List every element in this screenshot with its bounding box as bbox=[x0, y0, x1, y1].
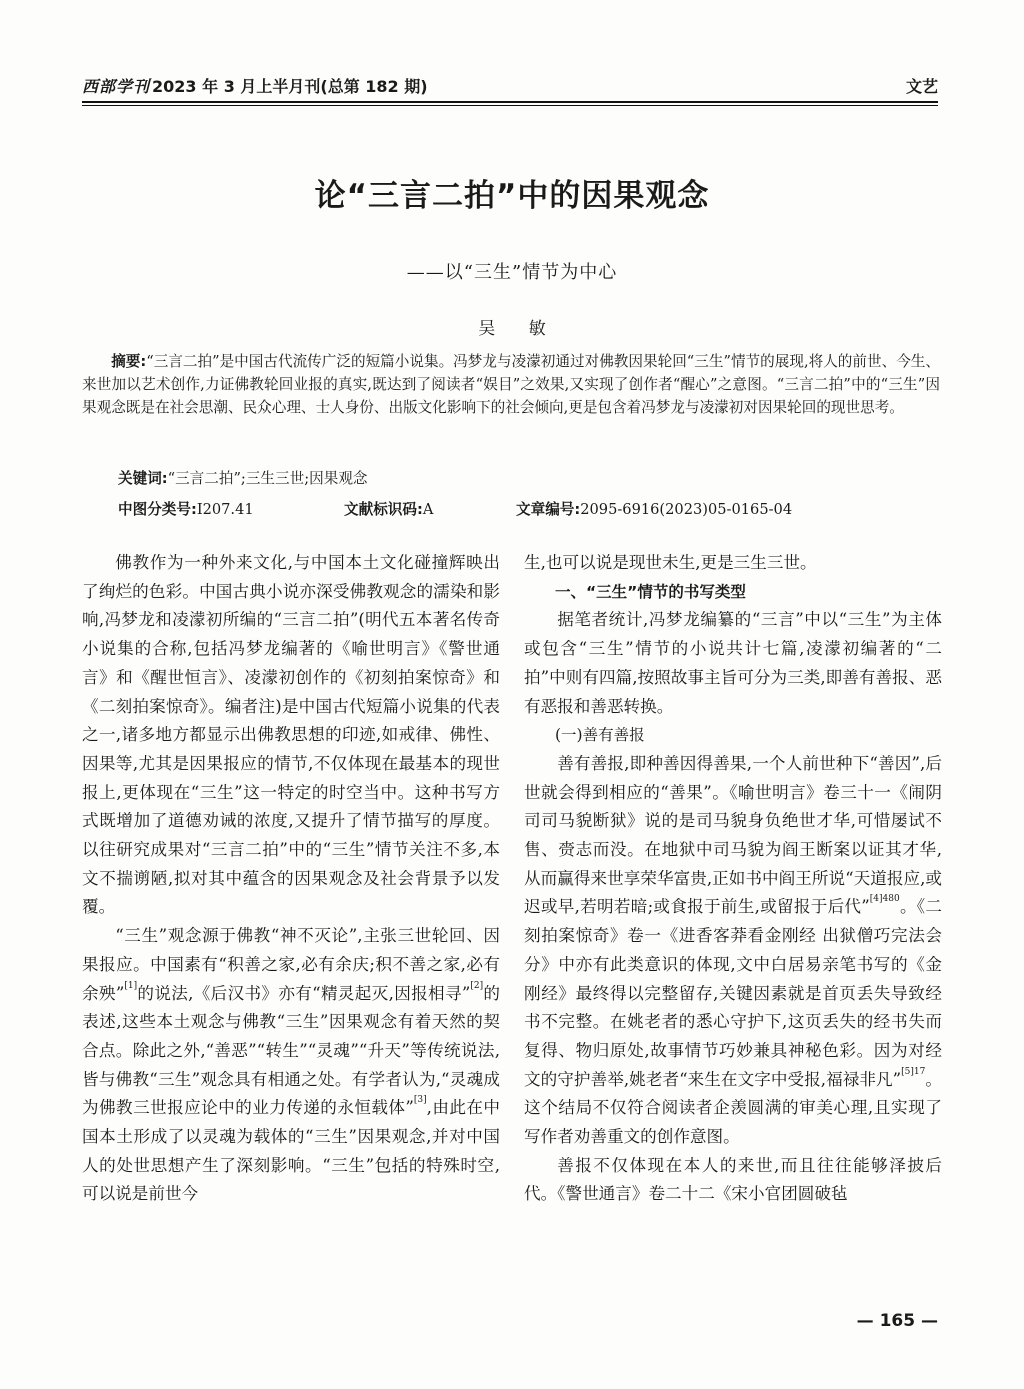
body-paragraph: 据笔者统计,冯梦龙编纂的“三言”中以“三生”为主体或包含“三生”情节的小说共计七篇,凌濛初编著的“二拍”中则有四篇,按照故事主旨可分为三类,即善有善报、恶有恶报和善恶转换。 bbox=[524, 610, 942, 716]
text-run: 。这个结局不仅符合阅读者企羡圆满的审美心理,且实现了写作者劝善重文的创作意图。 bbox=[524, 1069, 943, 1147]
left-column bbox=[82, 549, 500, 1209]
section-heading: 一、“三生”情节的书写类型 bbox=[555, 582, 746, 601]
keywords-label: 关键词: bbox=[118, 470, 168, 487]
keywords bbox=[118, 467, 368, 488]
text-run: ,由此在中国本土形成了以灵魂为载体的“三生”因果观念,并对中国人的处世思想产生了深刻影响。“三生”包括的特殊时空,可以说是前世今 bbox=[82, 1098, 500, 1204]
abstract-text: “三言二拍”是中国古代流传广泛的短篇小说集。冯梦龙与凌濛初通过对佛教因果轮回“三生”情节的展现,将人的前世、今生、来世加以艺术创作,力证佛教轮回业报的真实,既达到了阅读者“娱目”之效果,又实现了创作者“醒心”之意图。“三言二拍”中的“三生”因果观念既是在社会思潮、民众心理、士人身份、出版文化影响下的社会倾向,更是包含着冯梦龙与凌濛初对因果轮回的现世思考。 bbox=[82, 353, 940, 417]
article-value: 2095-6916(2023)05-0165-04 bbox=[580, 501, 793, 518]
abstract-label: 摘要: bbox=[111, 353, 147, 370]
article-title: 论“三言二拍”中的因果观念 bbox=[314, 178, 710, 214]
text-run: 善有善报,即种善因得善果,一个人前世种下“善因”,后世就会得到相应的“善果”。《喻世明言》卷三十一《闹阴司司马貌断狱》说的是司马貌身负绝世才华,可惜屡试不售、赍志而没。在地狱中司马貌为阎王断案以证其才华,从而赢得来世享荣华富贵,正如书中阎王所说“天道报应,或迟或早,若明若暗;或食报于前生,或留报于后代” bbox=[524, 753, 942, 917]
body-paragraph bbox=[524, 750, 942, 1152]
body-paragraph: 佛教作为一种外来文化,与中国本土文化碰撞辉映出了绚烂的色彩。中国古典小说亦深受佛教观念的濡染和影响,冯梦龙和凌濛初所编的“三言二拍”(明代五本著名传奇小说集的合称,包括冯梦龙编著的《喻世明言》《警世通言》和《醒世恒言》、凌濛初创作的《初刻拍案惊奇》和《二刻拍案惊奇》。编者注)是中国古代短篇小说集的代表之一,诸多地方都显示出佛教思想的印迹,如戒律、佛性、因果等,尤其是因果报应的情节,不仅体现在最基本的现世报上,更体现在“三生”这一特定的时空当中。这种书写方式既增加了道德劝诫的浓度,又提升了情节描写的厚度。以往研究成果对“三言二拍”中的“三生”情节关注不多,本文不揣谫陋,拟对其中蕴含的因果观念及社会背景予以发覆。 bbox=[82, 553, 500, 917]
text-run: 的表述,这些本土观念与佛教“三生”因果观念有着天然的契合点。除此之外,“善恶”“转生”“灵魂”“升天”等传统说法,皆与佛教“三生”观念具有相通之处。有学者认为,“灵魂成为佛教三世报应论中的业力传递的永恒载体” bbox=[82, 983, 501, 1118]
clc-code bbox=[118, 498, 254, 519]
citation-ref: [5]17 bbox=[901, 1066, 926, 1077]
body-paragraph bbox=[82, 922, 500, 1209]
clc-value: I207.41 bbox=[196, 501, 254, 518]
body-paragraph: 善报不仅体现在本人的来世,而且往往能够泽披后代。《警世通言》卷二十二《宋小官团圆破毡 bbox=[524, 1155, 942, 1204]
header-rule-thick bbox=[82, 101, 938, 103]
citation-ref: [2] bbox=[470, 980, 484, 991]
article-author: 吴 敏 bbox=[478, 319, 560, 339]
text-run: 。《二刻拍案惊奇》卷一《进香客莽看金刚经 出狱僧巧完法会分》中亦有此类意识的体现,文中白居易亲笔书写的《金刚经》最终得以完整留存,关键因素就是首页丢失导致经书不完整。在姚老者的悉心守护下,这页丢失的经书失而复得、物归原处,故事情节巧妙兼具神秘色彩。因为对经文的守护善举,姚老者“来生在文字中受报,福禄非凡” bbox=[524, 897, 943, 1089]
text-run: “三生”观念源于佛教“神不灭论”,主张三世轮回、因果报应。中国素有“积善之家,必有余庆;积不善之家,必有余殃” bbox=[82, 926, 500, 1003]
subsection-heading: (一)善有善报 bbox=[555, 726, 645, 745]
issue-info: 2023 年 3 月上半月刊(总第 182 期) bbox=[152, 76, 428, 96]
header-left bbox=[82, 74, 428, 97]
citation-ref: [4]480 bbox=[869, 894, 900, 905]
right-column bbox=[524, 549, 942, 1209]
journal-logo: 西部学刊 bbox=[82, 76, 151, 96]
text-run: 的说法,《后汉书》亦有“精灵起灭,因报相寻” bbox=[137, 983, 471, 1003]
clc-label: 中图分类号: bbox=[118, 501, 197, 518]
section-name: 文艺 bbox=[905, 76, 938, 96]
page-number: — 165 — bbox=[856, 1311, 938, 1331]
article-subtitle: ——以“三生”情节为中心 bbox=[406, 262, 618, 283]
citation-ref: [3] bbox=[413, 1095, 427, 1106]
abstract bbox=[82, 350, 940, 420]
doc-code bbox=[344, 498, 433, 519]
doc-label: 文献标识码: bbox=[344, 501, 423, 518]
body-paragraph-continued: 生,也可以说是现世未生,更是三生三世。 bbox=[524, 553, 817, 572]
header-rule-thin bbox=[82, 105, 938, 106]
doc-value: A bbox=[422, 501, 434, 518]
article-label: 文章编号: bbox=[516, 501, 581, 518]
keywords-text: “三言二拍”;三生三世;因果观念 bbox=[167, 470, 368, 487]
article-number bbox=[516, 498, 792, 519]
running-header bbox=[82, 72, 938, 98]
citation-ref: [1] bbox=[124, 980, 138, 991]
